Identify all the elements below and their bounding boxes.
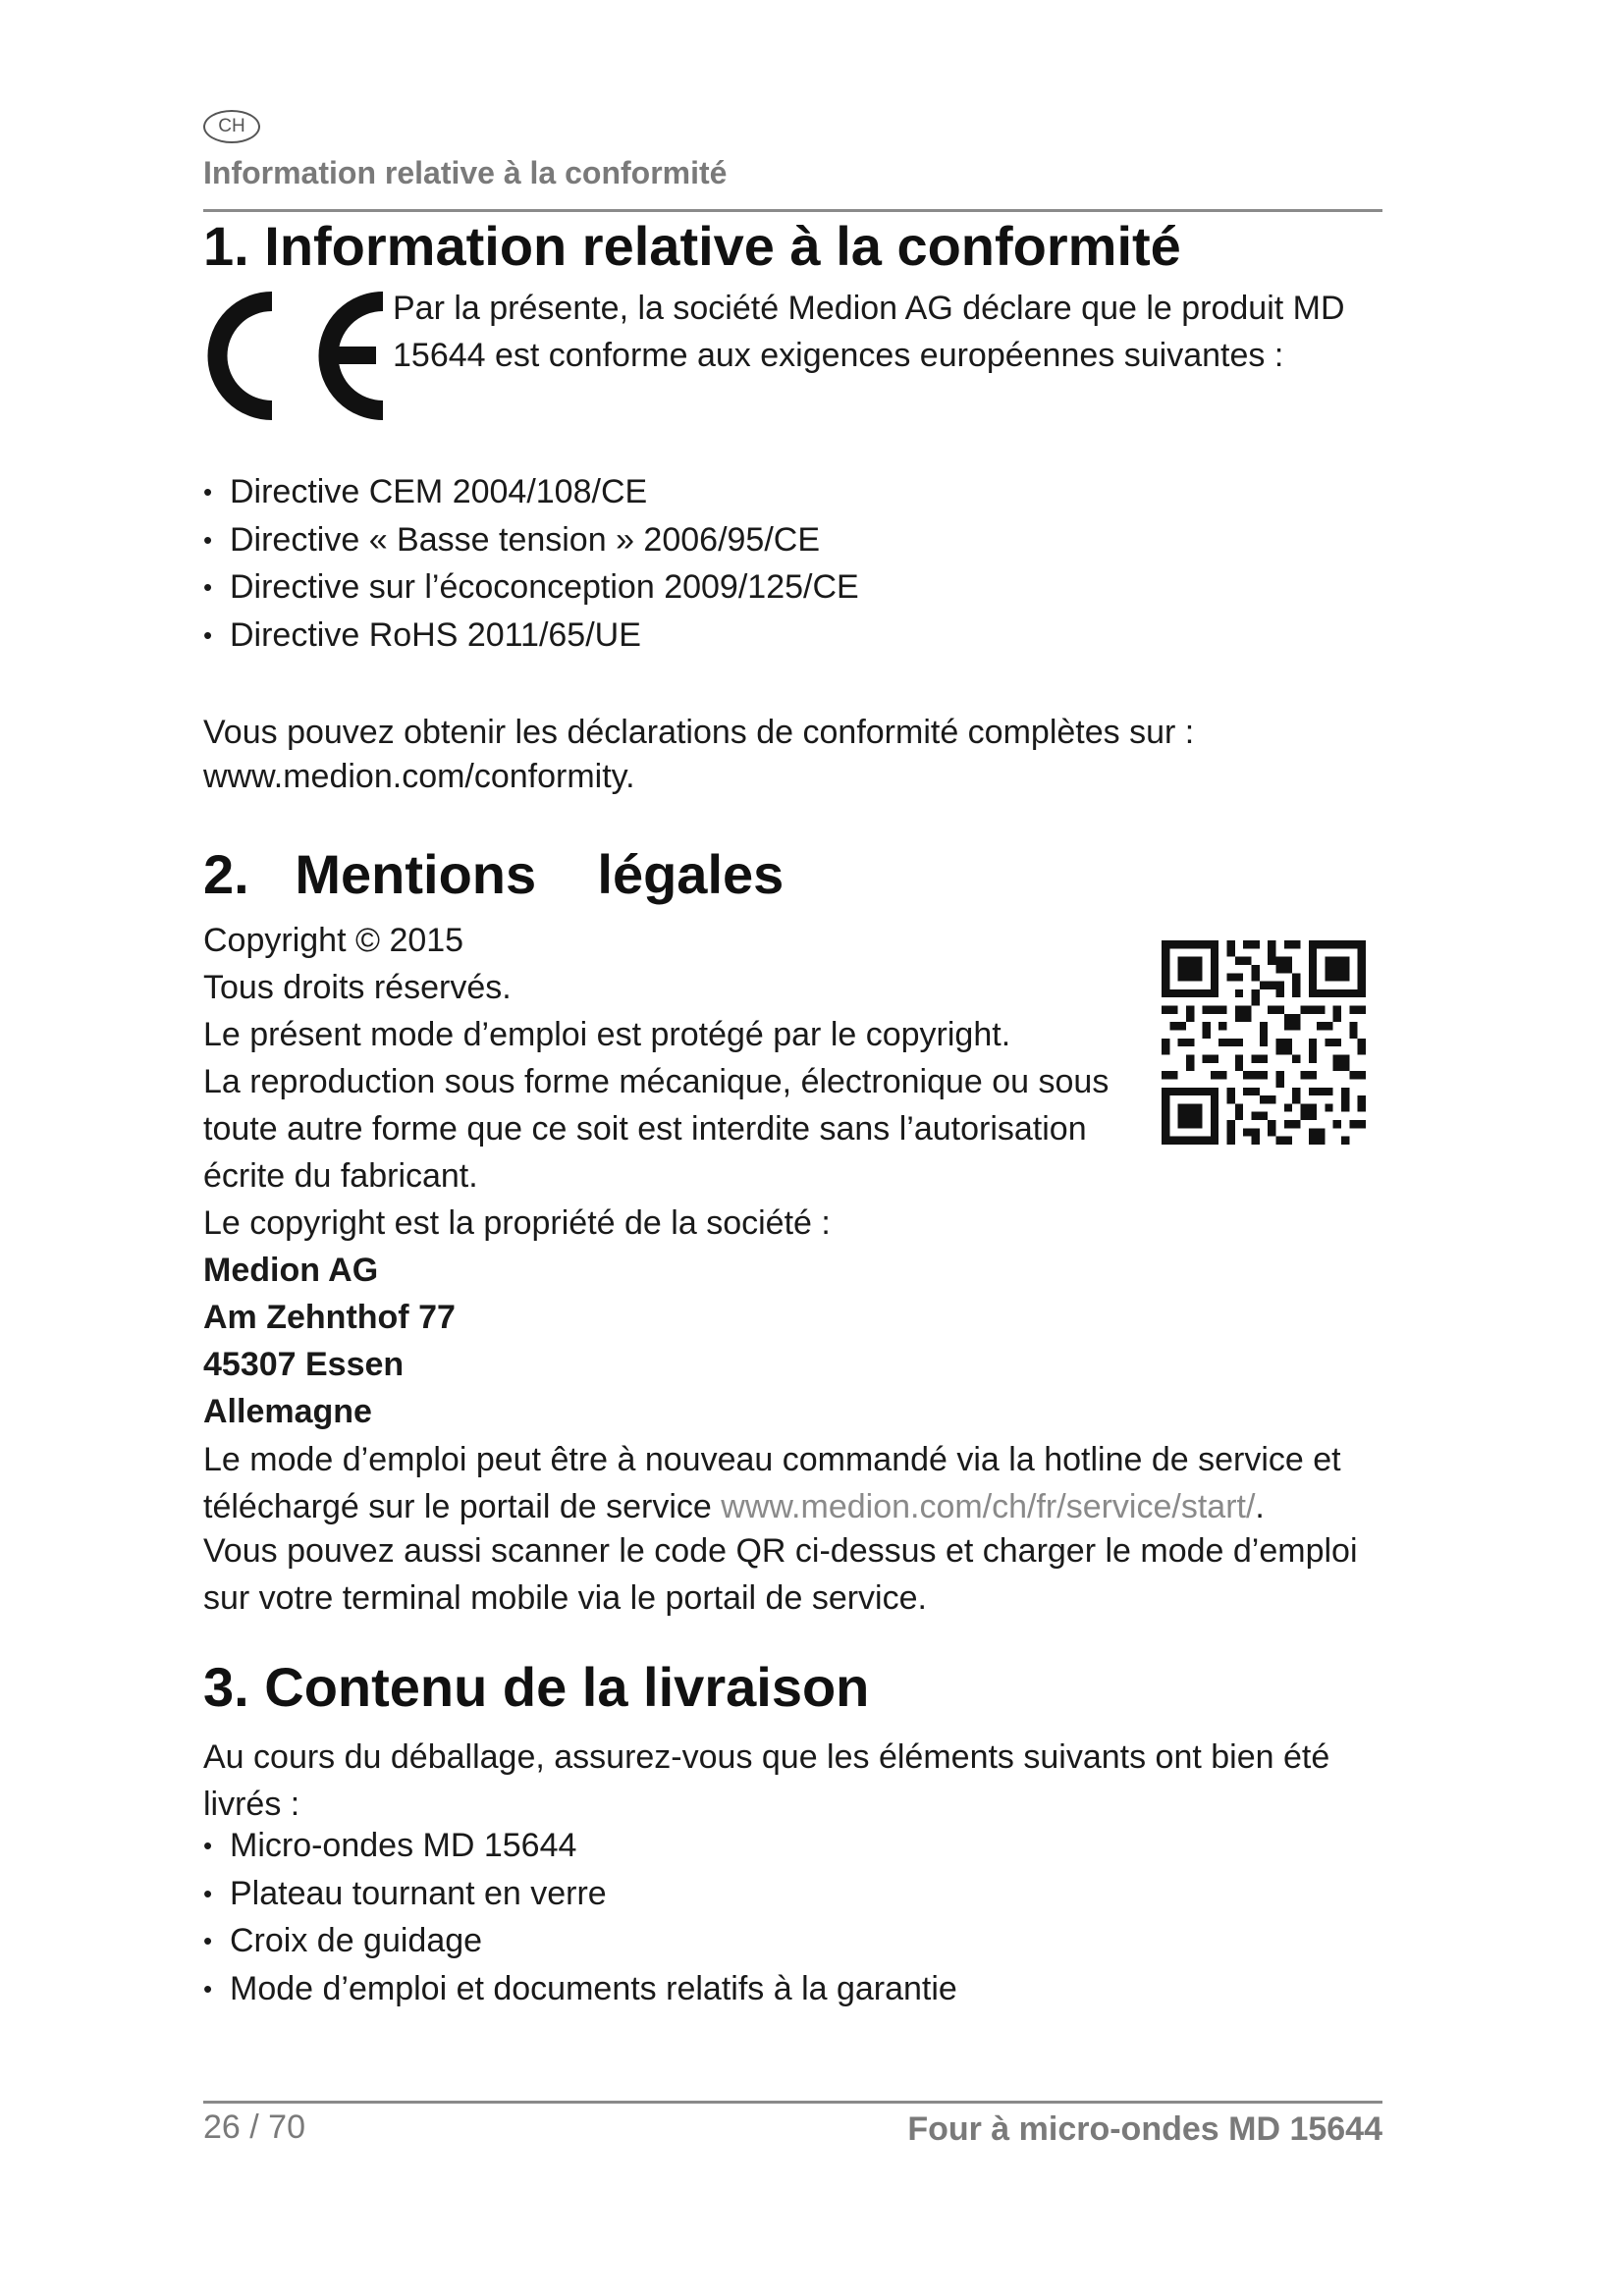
company-city: 45307 Essen xyxy=(203,1346,405,1383)
header-rule xyxy=(203,209,1382,212)
list-item: • Plateau tournant en verre xyxy=(203,1870,1381,1918)
ce-mark-logo xyxy=(201,290,388,422)
list-item: • Micro-ondes MD 15644 xyxy=(203,1822,1381,1870)
delivery-intro: Au cours du déballage, assurez-vous que les éléments suivants ont bien été livrés : xyxy=(203,1738,1330,1823)
running-header: Information relative à la conformité xyxy=(203,155,728,190)
legal-block xyxy=(203,917,1146,1435)
protected-line: Le présent mode d’emploi est protégé par le copyright. xyxy=(203,1016,1011,1053)
footer-rule xyxy=(203,2101,1382,2104)
company-name: Medion AG xyxy=(203,1252,379,1289)
section-2-number: 2. xyxy=(203,843,249,905)
section-1-heading: Information relative à la conformité xyxy=(264,215,1181,277)
country-badge: CH xyxy=(203,110,260,143)
conformity-url[interactable]: www.medion.com/conformity. xyxy=(203,758,635,795)
conformity-line-1: Vous pouvez obtenir les déclarations de conformité complètes sur : xyxy=(203,714,1195,751)
section-2-heading: Mentions légales xyxy=(295,843,785,905)
footer-product-title: Four à micro-ondes MD 15644 xyxy=(907,2110,1382,2148)
company-street: Am Zehnthof 77 xyxy=(203,1299,456,1336)
section-1-title xyxy=(203,214,1181,278)
section-3-title xyxy=(203,1655,869,1719)
list-item: • Directive sur l’écoconception 2009/125/CE xyxy=(203,563,1381,612)
manual-order-text xyxy=(203,1436,1386,1530)
company-country: Allemagne xyxy=(203,1393,372,1430)
section-2-title xyxy=(203,842,784,906)
delivery-list xyxy=(203,1822,1381,2012)
page-number: 26 / 70 xyxy=(203,2109,305,2146)
reproduction-line-3: écrite du fabricant. xyxy=(203,1157,478,1195)
directive-list xyxy=(203,468,1381,659)
qr-instructions: Vous pouvez aussi scanner le code QR ci-dessus et charger le mode d’emploi sur votre terminal mobile via le portail de service. xyxy=(203,1532,1358,1617)
section-3-heading: Contenu de la livraison xyxy=(264,1656,870,1718)
manual-order-text-end: . xyxy=(1255,1488,1265,1525)
qr-code-image[interactable] xyxy=(1162,940,1366,1145)
list-item: • Directive RoHS 2011/65/UE xyxy=(203,612,1381,660)
copyright-line: Copyright © 2015 xyxy=(203,922,464,959)
manual-order-text-main: Le mode d’emploi peut être à nouveau commandé via la hotline de service et téléchargé sur le portail de service xyxy=(203,1441,1341,1525)
list-item: • Directive « Basse tension » 2006/95/CE xyxy=(203,516,1381,564)
section-1-number: 1. xyxy=(203,215,249,277)
conformity-intro: Par la présente, la société Medion AG déclare que le produit MD 15644 est conforme aux exigences européennes suivantes : xyxy=(393,290,1345,374)
service-portal-link[interactable]: www.medion.com/ch/fr/service/start/ xyxy=(721,1488,1256,1525)
owner-line: Le copyright est la propriété de la société : xyxy=(203,1204,831,1242)
rights-line: Tous droits réservés. xyxy=(203,969,512,1006)
list-item: • Croix de guidage xyxy=(203,1917,1381,1965)
list-item: • Mode d’emploi et documents relatifs à la garantie xyxy=(203,1965,1381,2013)
list-item: • Directive CEM 2004/108/CE xyxy=(203,468,1381,516)
reproduction-line-1: La reproduction sous forme mécanique, électronique ou sous xyxy=(203,1063,1110,1100)
section-3-number: 3. xyxy=(203,1656,249,1718)
reproduction-line-2: toute autre forme que ce soit est interdite sans l’autorisation xyxy=(203,1110,1087,1148)
